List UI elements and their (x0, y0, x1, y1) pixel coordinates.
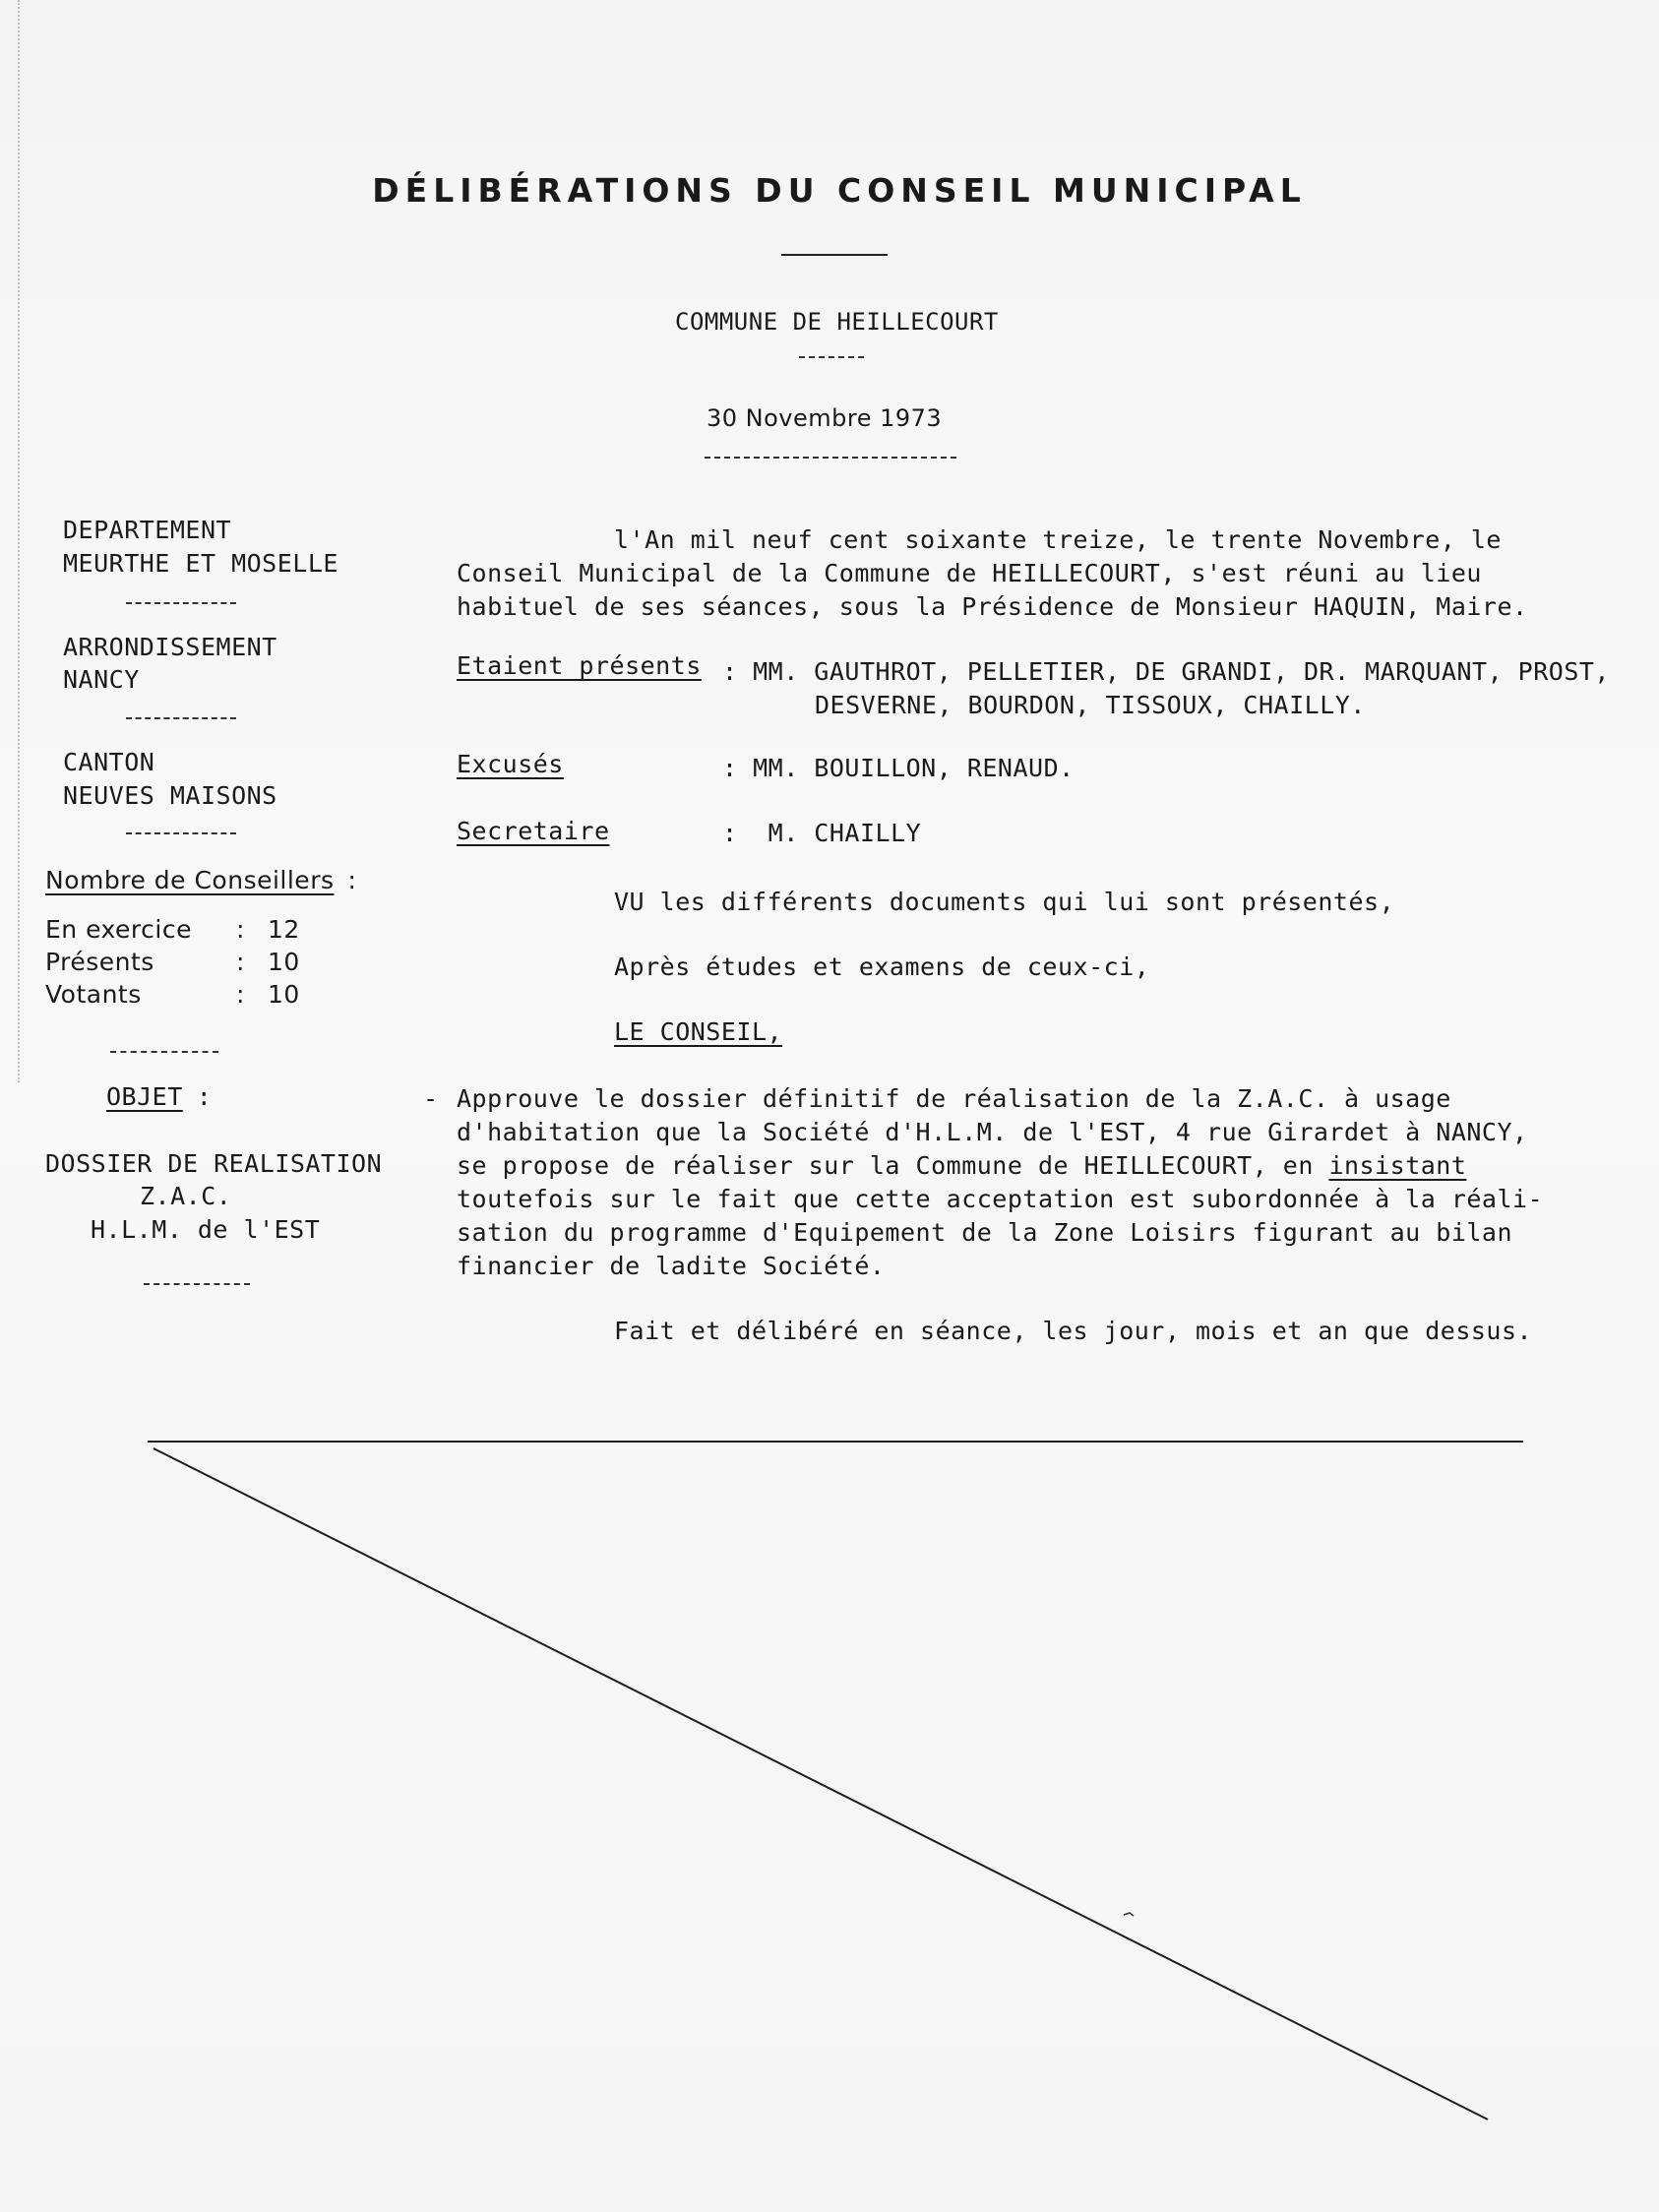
count-votants-value: 10 (268, 980, 300, 1009)
objet-label: OBJET : (106, 1082, 213, 1111)
decision-line: financier de ladite Société. (457, 1252, 886, 1280)
count-presents-sep: : (236, 948, 245, 976)
count-en-exercice-label: En exercice (45, 915, 192, 944)
excuses-label: Excusés (457, 750, 564, 778)
excuses-value: : MM. BOUILLON, RENAUD. (722, 754, 1075, 782)
objet-line: H.L.M. de l'EST (91, 1215, 321, 1244)
decision-line: d'habitation que la Société d'H.L.M. de l'EST, 4 rue Girardet à NANCY, (457, 1118, 1528, 1146)
arrondissement-label: ARRONDISSEMENT (63, 633, 277, 661)
page-title: DÉLIBÉRATIONS DU CONSEIL MUNICIPAL (372, 171, 1307, 210)
count-en-exercice-value: 12 (268, 915, 300, 944)
departement-value: MEURTHE ET MOSELLE (63, 549, 338, 578)
presents-line: DESVERNE, BOURDON, TISSOUX, CHAILLY. (815, 691, 1366, 719)
decision-line: sation du programme d'Equipement de la Zone Loisirs figurant au bilan (457, 1218, 1513, 1247)
intro-line: habituel de ses séances, sous la Présidence de Monsieur HAQUIN, Maire. (457, 592, 1528, 621)
count-votants-label: Votants (45, 980, 142, 1009)
canton-label: CANTON (63, 748, 155, 776)
vu-line: VU les différents documents qui lui sont présentés, (614, 888, 1395, 916)
le-conseil: LE CONSEIL, (614, 1017, 783, 1046)
canton-value: NEUVES MAISONS (63, 781, 277, 810)
departement-label: DEPARTEMENT (63, 516, 232, 544)
objet-line: Z.A.C. (140, 1182, 232, 1210)
arrondissement-value: NANCY (63, 665, 140, 694)
secretaire-value: : M. CHAILLY (722, 819, 922, 847)
closing-line: Fait et délibéré en séance, les jour, mois et an que dessus. (614, 1317, 1533, 1345)
count-en-exercice-sep: : (236, 915, 245, 944)
apres-line: Après études et examens de ceux-ci, (614, 952, 1150, 981)
decision-line: Approuve le dossier définitif de réalisation de la Z.A.C. à usage (457, 1084, 1451, 1113)
count-presents-value: 10 (268, 948, 300, 976)
intro-line: Conseil Municipal de la Commune de HEILLECOURT, s'est réuni au lieu (457, 559, 1482, 587)
intro-line: l'An mil neuf cent soixante treize, le trente Novembre, le (614, 525, 1502, 554)
secretaire-label: Secretaire (457, 817, 610, 845)
insistant-word: insistant (1328, 1151, 1467, 1180)
decision-line: se propose de réaliser sur la Commune de HEILLECOURT, en insistant (457, 1151, 1467, 1180)
presents-label: Etaient présents (457, 651, 702, 680)
count-votants-sep: : (236, 980, 245, 1009)
decision-line: toutefois sur le fait que cette acceptation est subordonnée à la réali- (457, 1185, 1544, 1213)
conseillers-heading: Nombre de Conseillers : (45, 866, 357, 894)
commune-name: COMMUNE DE HEILLECOURT (675, 308, 999, 336)
objet-line: DOSSIER DE REALISATION (45, 1149, 383, 1178)
presents-line: : MM. GAUTHROT, PELLETIER, DE GRANDI, DR. MARQUANT, PROST, (722, 657, 1610, 686)
count-presents-label: Présents (45, 948, 154, 976)
decision-dash: - (423, 1084, 439, 1113)
meeting-date: 30 Novembre 1973 (707, 404, 943, 432)
